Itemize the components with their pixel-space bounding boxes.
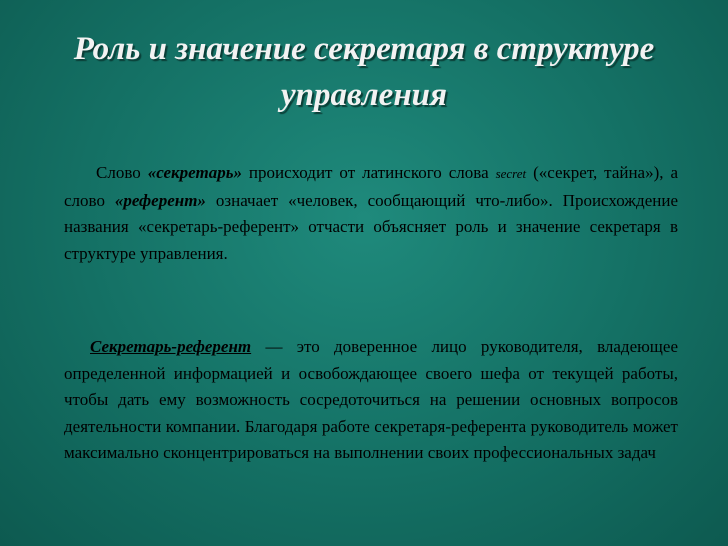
term-secretary: «секретарь» <box>147 163 242 182</box>
term-secretary-referent: Секретарь-референт <box>90 337 252 356</box>
paragraph-definition <box>64 334 678 467</box>
paragraph-text: — это доверенное лицо руководителя, владеющее определенной информацией и освобождающее своего шефа от текущей работы, чтобы дать ему возможность сосредоточиться на решении основных вопросов деятельности компании. Благодаря работе секретаря-референта руководитель может максимально сконцентрироваться на выполнении своих профессиональных задач <box>64 337 678 462</box>
paragraph-text: происходит от латинского слова <box>241 163 496 182</box>
term-referent: «референт» <box>114 190 206 210</box>
paragraph-text: Слово <box>96 163 148 182</box>
latin-word: secret <box>495 166 527 181</box>
slide-title: Роль и значение секретаря в структуре управления <box>73 31 655 113</box>
paragraph-text: означает «человек, сообщающий что-либо». Происхождение названия «секретарь-референт» отчасти объясняет роль и значение секретаря в структуре управления. <box>64 190 678 263</box>
paragraph-text: («секрет, тайна»), а слово <box>64 163 679 210</box>
paragraph-etymology <box>64 160 678 267</box>
